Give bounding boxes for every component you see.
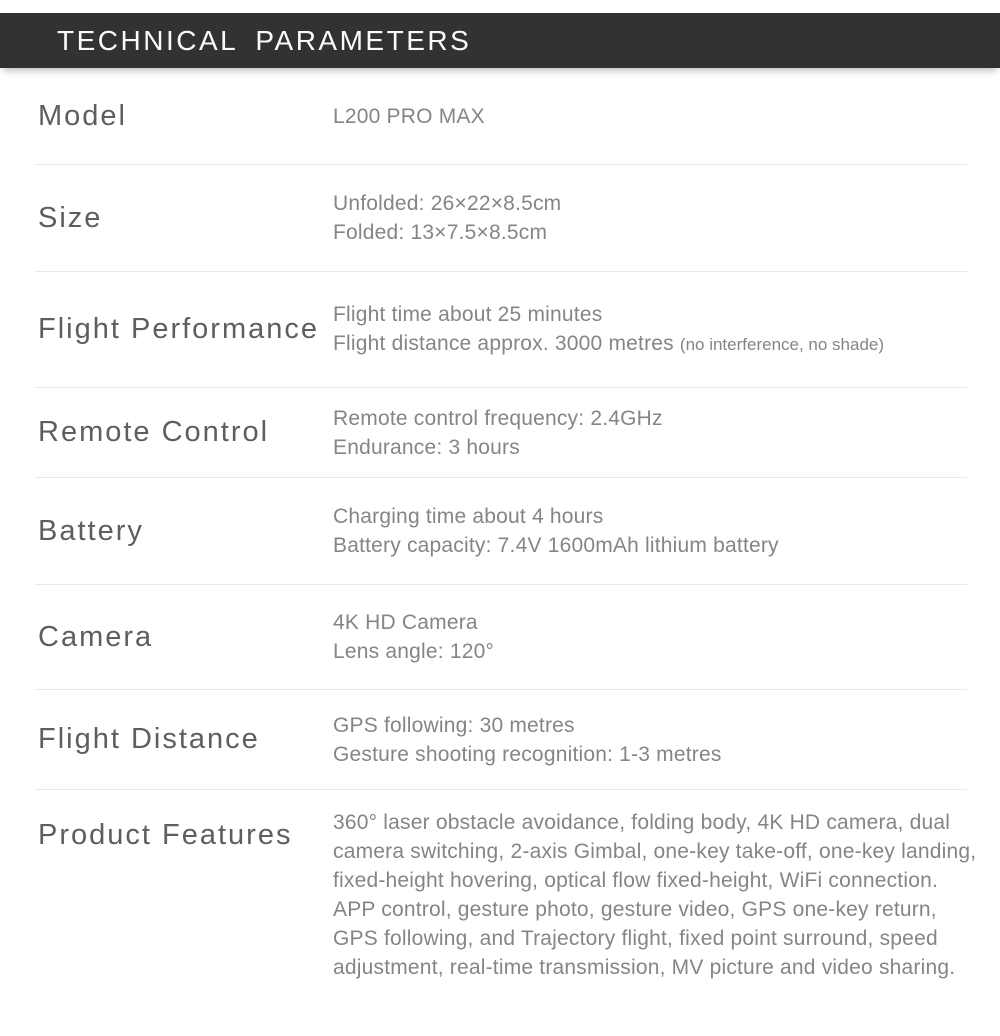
spec-label-battery: Battery (38, 514, 144, 547)
spec-value-line: Flight time about 25 minutes (333, 303, 603, 326)
spec-value-line (333, 329, 967, 359)
spec-row-battery (35, 478, 967, 585)
spec-value-line: GPS following: 30 metres (333, 713, 575, 737)
spec-label-size: Size (38, 201, 103, 234)
spec-label-remote-control: Remote Control (38, 416, 270, 448)
spec-row-camera (35, 585, 967, 690)
spec-value-flight-distance (333, 711, 967, 769)
spec-table (35, 68, 977, 1036)
spec-row-flight-distance (35, 690, 967, 790)
page-title: TECHNICAL PARAMETERS (57, 24, 472, 56)
spec-row-size (35, 165, 967, 272)
spec-value-line: Battery capacity: 7.4V 1600mAh lithium battery (333, 534, 779, 557)
spec-value-line: Folded: 13×7.5×8.5cm (333, 221, 548, 244)
spec-value-product-features (333, 790, 981, 982)
spec-row-remote-control (35, 388, 967, 478)
spec-value-line: Endurance: 3 hours (333, 435, 520, 459)
spec-value-remote-control (333, 404, 967, 462)
spec-value-model (333, 102, 967, 131)
spec-value-line: Remote control frequency: 2.4GHz (333, 406, 663, 430)
spec-row-product-features (35, 790, 977, 1036)
spec-value-battery (333, 502, 967, 560)
spec-value-camera (333, 608, 967, 666)
spec-value-size (333, 189, 967, 247)
spec-label-camera: Camera (38, 620, 154, 653)
spec-value-line: Unfolded: 26×22×8.5cm (333, 192, 562, 215)
title-bar (0, 13, 1000, 68)
spec-value-text: Flight distance approx. 3000 metres (333, 332, 674, 355)
spec-value-line: Lens angle: 120° (333, 640, 495, 663)
spec-label-product-features: Product Features (38, 819, 293, 851)
spec-row-model (35, 68, 967, 165)
spec-value-line: Charging time about 4 hours (333, 505, 604, 528)
spec-value-line: L200 PRO MAX (333, 104, 485, 128)
spec-label-model: Model (38, 99, 127, 132)
spec-value-line: Gesture shooting recognition: 1-3 metres (333, 742, 722, 766)
spec-label-flight-distance: Flight Distance (38, 723, 260, 755)
spec-value-note: (no interference, no shade) (679, 335, 885, 354)
spec-value-paragraph: 360° laser obstacle avoidance, folding body, 4K HD camera, dual camera switching, 2-axis Gimbal, one-key take-off, one-key landing, fixed-height hovering, optical flow fixed-height, WiFi connection. APP control, gesture photo, gesture video, GPS one-key return, GPS following, and Trajectory flight, fixed point surround, speed adjustment, real-time transmission, MV picture and video sharing. (333, 811, 977, 979)
spec-label-flight-performance: Flight Performance (38, 313, 319, 345)
spec-value-line: 4K HD Camera (333, 611, 478, 634)
spec-value-flight-performance (333, 300, 967, 359)
spec-row-flight-performance (35, 272, 967, 388)
